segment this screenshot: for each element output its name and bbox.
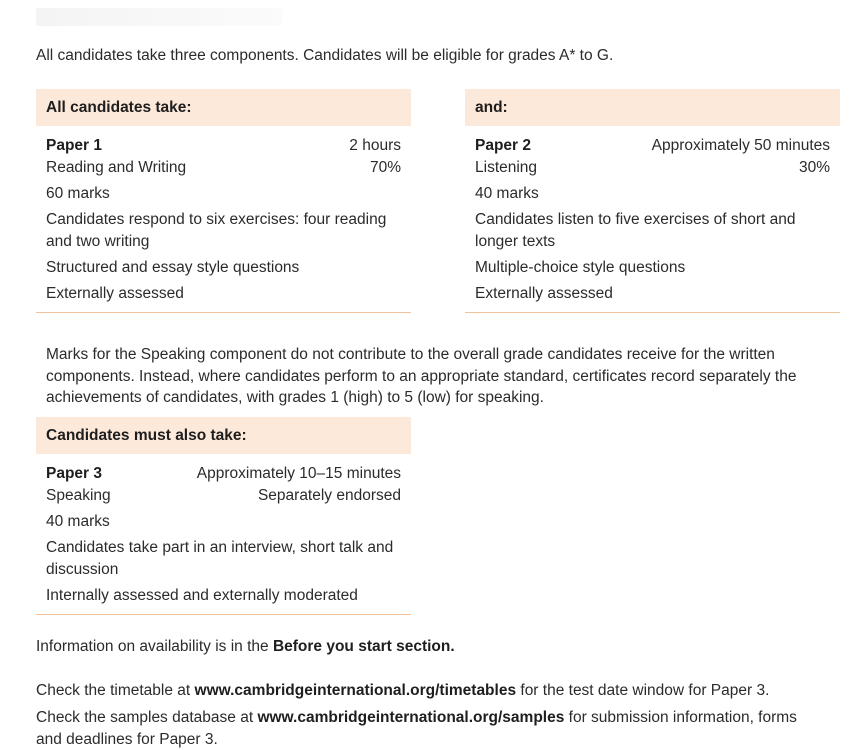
before-you-start-link[interactable]: Before you start section. <box>272 638 455 655</box>
timetable-link[interactable]: www.cambridgeinternational.org/timetables <box>194 682 517 699</box>
faded-section-header <box>36 8 282 26</box>
timetable-suffix: for the test date window for Paper 3. <box>516 682 770 699</box>
paper2-question-style: Multiple-choice style questions <box>475 259 686 276</box>
samples-suffix: for submission information, forms and deadlines for Paper 3. <box>36 709 797 748</box>
availability-line <box>36 636 836 658</box>
paper2-assessment: Externally assessed <box>475 285 613 302</box>
paper1-body <box>36 126 411 313</box>
paper2-description: Candidates listen to five exercises of short and longer texts <box>475 211 796 250</box>
paper2-title: Paper 2 <box>475 137 532 154</box>
paper1-title: Paper 1 <box>46 137 103 154</box>
paper3-body <box>36 454 411 615</box>
paper3-title-row <box>46 463 401 485</box>
speaking-note: Marks for the Speaking component do not contribute to the overall grade candidates receive for the written components. Instead, where candidates perform to an appropriate standard, certificates record separately the achievements of candidates, with grades 1 (high) to 5 (low) for speaking. <box>46 346 797 406</box>
samples-link[interactable]: www.cambridgeinternational.org/samples <box>257 709 565 726</box>
timetable-prefix: Check the timetable at <box>36 682 195 699</box>
paper3-box <box>36 417 411 615</box>
paper3-marks: 40 marks <box>46 513 110 530</box>
paper1-subject: Reading and Writing <box>46 159 187 176</box>
paper3-subject-row <box>46 485 401 507</box>
paper1-assessment: Externally assessed <box>46 285 184 302</box>
availability-prefix: Information on availability is in the <box>36 638 273 655</box>
paper2-subject: Listening <box>475 159 538 176</box>
all-candidates-heading: All candidates take: <box>36 89 411 126</box>
paper2-title-row <box>475 135 830 157</box>
paper2-marks: 40 marks <box>475 185 539 202</box>
paper3-title: Paper 3 <box>46 465 103 482</box>
and-heading: and: <box>465 89 840 126</box>
intro-text: All candidates take three components. Candidates will be eligible for grades A* to G. <box>36 47 614 64</box>
timetable-line <box>36 680 836 702</box>
paper2-body <box>465 126 840 313</box>
paper3-subject: Speaking <box>46 487 111 504</box>
paper1-question-style: Structured and essay style questions <box>46 259 300 276</box>
paper2-duration: Approximately 50 minutes <box>651 137 830 154</box>
samples-prefix: Check the samples database at <box>36 709 258 726</box>
paper1-marks: 60 marks <box>46 185 110 202</box>
paper2-weight: 30% <box>798 159 830 176</box>
paper3-weight: Separately endorsed <box>257 487 401 504</box>
paper3-description: Candidates take part in an interview, short talk and discussion <box>46 539 394 578</box>
must-also-take-heading: Candidates must also take: <box>36 417 411 454</box>
paper1-duration: 2 hours <box>349 137 401 154</box>
paper1-title-row <box>46 135 401 157</box>
paper2-subject-row <box>475 157 830 179</box>
paper1-box <box>36 89 411 313</box>
paper1-description: Candidates respond to six exercises: four reading and two writing <box>46 211 387 250</box>
paper1-weight: 70% <box>369 159 401 176</box>
paper3-duration: Approximately 10–15 minutes <box>196 465 401 482</box>
paper1-subject-row <box>46 157 401 179</box>
paper3-assessment: Internally assessed and externally moderated <box>46 587 358 604</box>
samples-line <box>36 707 806 750</box>
paper2-box <box>465 89 840 313</box>
